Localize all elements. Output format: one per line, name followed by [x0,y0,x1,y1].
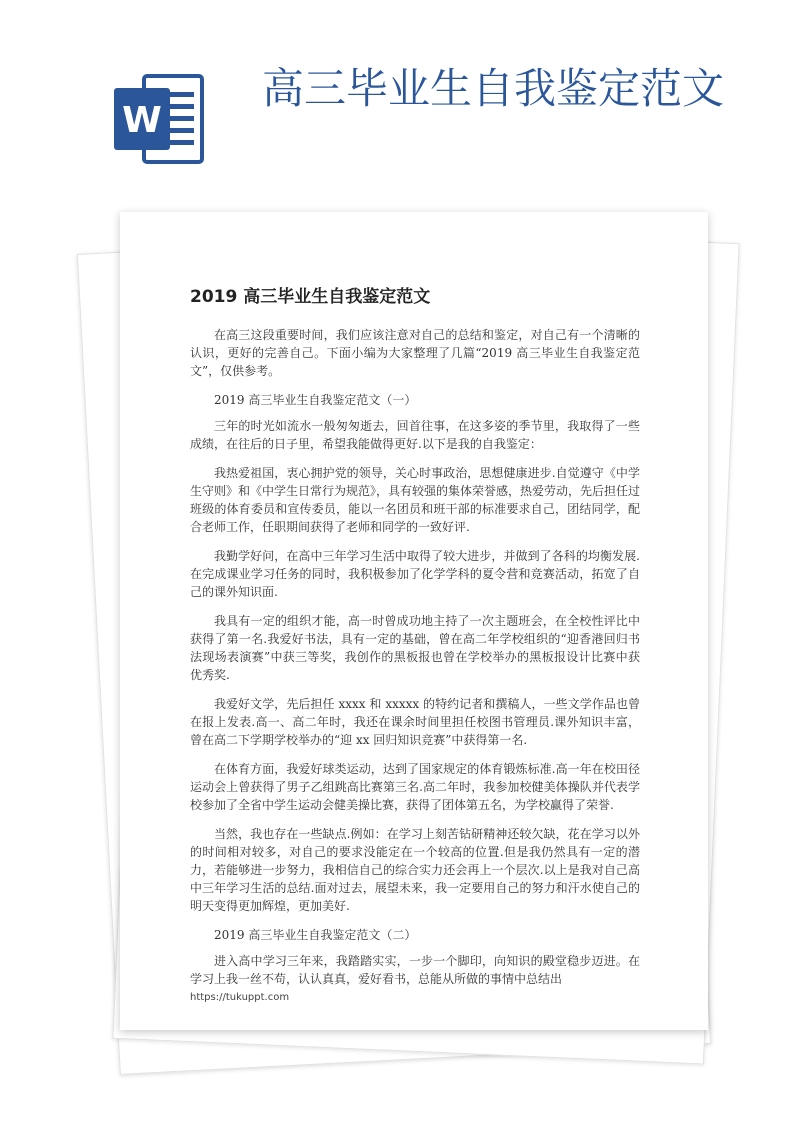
paragraph: 当然，我也存在一些缺点.例如：在学习上刻苦钻研精神还较欠缺，花在学习以外的时间相对较多，对自己的要求没能定在一个较高的位置.但是我仍然具有一定的潜力，若能够进一步努力，我相信自己的综合实力还会再上一个层次.以上是我对自己高中三年学习生活的总结.面对过去，展望未来，我一定要用自己的努力和汗水使自己的明天变得更加辉煌，更加美好. [190,827,640,913]
document-title: 2019 高三毕业生自我鉴定范文 [190,287,431,307]
page-title: 高三毕业生自我鉴定范文 [262,64,725,113]
svg-text:W: W [122,100,162,141]
paragraph: 我勤学好问，在高中三年学习生活中取得了较大进步，并做到了各科的均衡发展.在完成课业学习任务的同时，我积极参加了化学学科的夏令营和竞赛活动，拓宽了自己的课外知识面. [190,549,640,599]
paragraph-intro: 在高三这段重要时间，我们应该注意对自己的总结和鉴定，对自己有一个清晰的认识，更好的完善自己。下面小编为大家整理了几篇“2019 高三毕业生自我鉴定范文”，仅供参考。 [190,328,640,378]
paragraph: 进入高中学习三年来，我踏踏实实，一步一个脚印，向知识的殿堂稳步迈进。在学习上我一丝不苟，认认真真，爱好看书，总能从所做的事情中总结出 [190,954,640,986]
word-document-icon [110,70,208,168]
paragraph: 我爱好文学，先后担任 xxxx 和 xxxxx 的特约记者和撰稿人，一些文学作品也曾在报上发表.高一、高二年时，我还在课余时间里担任校图书管理员.课外知识丰富，曾在高二下学期学校举办的“迎 xx 回归知识竞赛”中获得第一名. [190,697,640,747]
document-body [190,326,640,999]
paragraph: 在体育方面，我爱好球类运动，达到了国家规定的体育锻炼标准.高一年在校田径运动会上曾获得了男子乙组跳高比赛第三名.高二年时，我参加校健美体操队并代表学校参加了全省中学生运动会健美操比赛，获得了团体第五名，为学校赢得了荣誉. [190,762,640,812]
section-heading-1: 2019 高三毕业生自我鉴定范文（一） [214,393,417,407]
paragraph: 我具有一定的组织才能，高一时曾成功地主持了一次主题班会，在全校性评比中获得了第一名.我爱好书法，具有一定的基础，曾在高二年学校组织的“迎香港回归书法现场表演赛”中获三等奖，我创作的黑板报也曾在学校举办的黑板报设计比赛中获优秀奖. [190,614,640,682]
section-heading-2: 2019 高三毕业生自我鉴定范文（二） [214,928,417,942]
paragraph: 三年的时光如流水一般匆匆逝去，回首往事，在这多姿的季节里，我取得了一些成绩，在往后的日子里，希望我能做得更好.以下是我的自我鉴定： [190,419,640,451]
footer-url: https://tukuppt.com [190,992,290,1003]
paragraph: 我热爱祖国，衷心拥护党的领导，关心时事政治，思想健康进步.自觉遵守《中学生守则》和《中学生日常行为规范》，具有较强的集体荣誉感，热爱劳动，先后担任过班级的体育委员和宣传委员，能以一名团员和班干部的标准要求自己，团结同学，配合老师工作，任职期间获得了老师和同学的一致好评. [190,466,641,534]
document-page [120,212,708,1030]
